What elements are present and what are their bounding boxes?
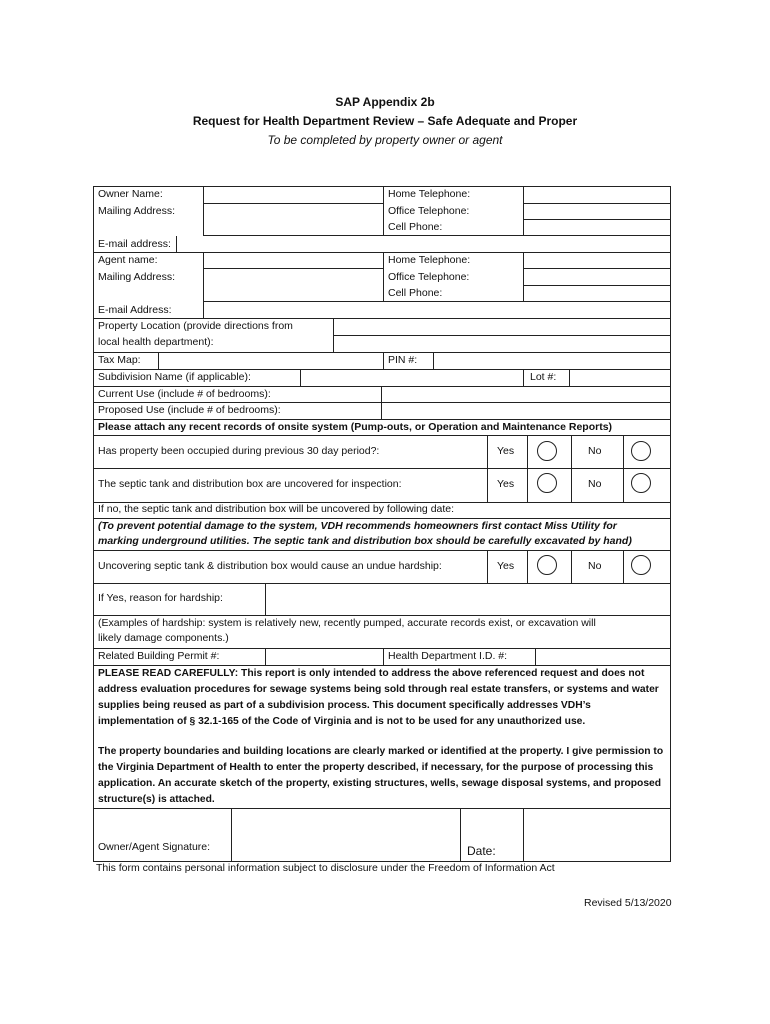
pin-label: PIN #: [388, 354, 418, 366]
hardship-reason-label: If Yes, reason for hardship: [98, 592, 223, 604]
records-notice: Please attach any recent records of onsite system (Pump-outs, or Operation and Maintenance Reports) [98, 421, 613, 433]
agent-office-tel-label: Office Telephone: [388, 271, 470, 283]
revision-date: Revised 5/13/2020 [584, 897, 672, 909]
tax-map-label: Tax Map: [98, 354, 141, 366]
hardship-yes-label: Yes [497, 560, 515, 572]
owner-cell-label: Cell Phone: [388, 221, 443, 233]
notice-paragraph-2: The property boundaries and building locations are clearly marked or identified at the property. I give permission to the Virginia Department of Health to enter the property described, if necessary, for the purpose of processing this application. An accurate sketch of the property, existing structures, wells, sewage disposal systems, and proposed structure(s) is attached. [98, 746, 664, 805]
agent-home-tel-label: Home Telephone: [388, 254, 471, 266]
occupied-question: Has property been occupied during previous 30 day period?: [98, 445, 380, 457]
uncovered-question: The septic tank and distribution box are uncovered for inspection: [98, 478, 402, 490]
uncover-date-label: If no, the septic tank and distribution box will be uncovered by following date: [98, 503, 455, 515]
proposed-use-label: Proposed Use (include # of bedrooms): [98, 404, 281, 416]
warning-line-1: (To prevent potential damage to the system, VDH recommends homeowners first contact Miss Utility for [98, 520, 617, 532]
uncovered-no-label: No [588, 478, 602, 490]
uncovered-yes-radio[interactable] [537, 473, 557, 493]
agent-cell-label: Cell Phone: [388, 287, 443, 299]
owner-home-tel-label: Home Telephone: [388, 188, 471, 200]
agent-name-label: Agent name: [98, 254, 158, 266]
agent-email-label: E-mail Address: [98, 304, 172, 316]
occupied-yes-label: Yes [497, 445, 515, 457]
signature-label: Owner/Agent Signature: [98, 841, 211, 853]
hardship-examples-1: (Examples of hardship: system is relatively new, recently pumped, accurate records exist, or excavation will [98, 617, 596, 629]
current-use-label: Current Use (include # of bedrooms): [98, 388, 271, 400]
hardship-no-radio[interactable] [631, 555, 651, 575]
header-title: SAP Appendix 2b [335, 95, 435, 109]
owner-name-label: Owner Name: [98, 188, 163, 200]
hardship-examples-2: likely damage components.) [98, 632, 229, 644]
owner-mailing-label: Mailing Address: [98, 205, 176, 217]
date-label: Date: [467, 844, 496, 858]
owner-email-label: E-mail address: [98, 238, 171, 250]
occupied-no-radio[interactable] [631, 441, 651, 461]
owner-office-tel-label: Office Telephone: [388, 205, 470, 217]
foia-notice: This form contains personal information subject to disclosure under the Freedom of Information Act [96, 862, 555, 874]
uncovered-yes-label: Yes [497, 478, 515, 490]
subdivision-label: Subdivision Name (if applicable): [98, 371, 251, 383]
lot-label: Lot #: [530, 371, 557, 383]
header-instruction: To be completed by property owner or agent [267, 133, 503, 147]
building-permit-label: Related Building Permit #: [98, 650, 220, 662]
hardship-question: Uncovering septic tank & distribution box would cause an undue hardship: [98, 560, 442, 572]
warning-line-2: marking underground utilities. The septic tank and distribution box should be carefully excavated by hand) [98, 535, 632, 547]
request-form [93, 186, 671, 861]
property-location-label-2: local health department): [98, 336, 214, 348]
hardship-yes-radio[interactable] [537, 555, 557, 575]
health-dept-id-label: Health Department I.D. #: [388, 650, 508, 662]
header-subtitle: Request for Health Department Review – Safe Adequate and Proper [192, 114, 578, 128]
occupied-yes-radio[interactable] [537, 441, 557, 461]
hardship-no-label: No [588, 560, 602, 572]
property-location-label: Property Location (provide directions from [98, 320, 293, 332]
agent-mailing-label: Mailing Address: [98, 271, 176, 283]
notice-paragraph-1: PLEASE READ CAREFULLY: This report is only intended to address the above referenced request and does not address evaluation procedures for sewage systems being sold through real estate transfers, or systems and water supplies being reused as part of a subdivision process. This document specifically addresses VDH’s implementation of § 32.1-165 of the Code of Virginia and is not to be used for any unauthorized use. [98, 668, 659, 727]
uncovered-no-radio[interactable] [631, 473, 651, 493]
occupied-no-label: No [588, 445, 602, 457]
